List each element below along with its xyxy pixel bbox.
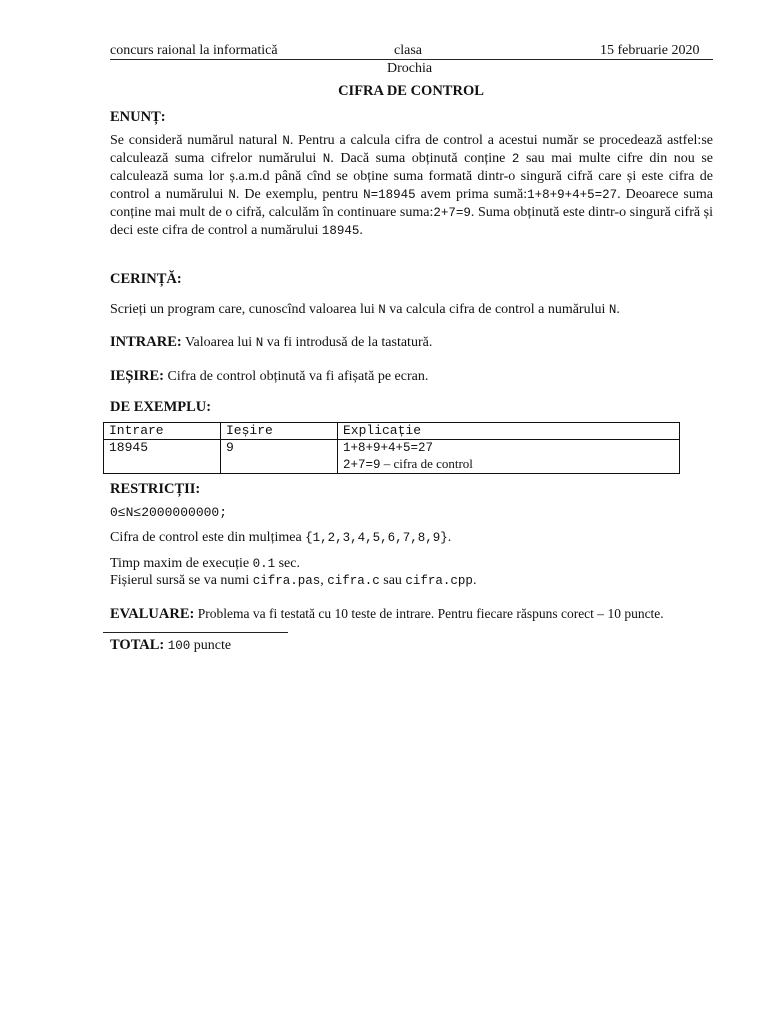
restrictii-heading: RESTRICȚII: — [110, 481, 201, 497]
header-location: Drochia — [387, 61, 433, 76]
table-header-row — [104, 423, 680, 440]
cell-output: 9 — [221, 440, 338, 474]
cerinta-text: Scrieți un program care, cunoscînd valoarea lui N va calcula cifra de control a numărului N. — [110, 302, 620, 317]
footer-divider — [103, 632, 288, 633]
digit-set-line: Cifra de control este din mulțimea {1,2,3,4,5,6,7,8,9}. — [110, 530, 452, 545]
col-intrare: Intrare — [104, 423, 221, 440]
col-iesire: Ieșire — [221, 423, 338, 440]
cerinta-heading: CERINȚĂ: — [110, 271, 182, 287]
source-file-line: Fișierul sursă se va numi cifra.pas, cifra.c sau cifra.cpp. — [110, 573, 477, 588]
time-limit-line: Timp maxim de execuție 0.1 sec. — [110, 556, 300, 571]
evaluare-label: EVALUARE: — [110, 606, 195, 622]
table-row — [104, 440, 680, 474]
enunt-paragraph: Se consideră numărul natural N. Pentru a calcula cifra de control a acestui număr se procedează astfel:se calculează suma cifrelor numărului N. Dacă suma obținută conține 2 sau mai multe cifre din nou se calculează suma lor ș.a.m.d până cînd se obține suma formată dintr-o singură cifră care și este cifra de control a numărului N. De exemplu, pentru N=18945 avem prima sumă:1+8+9+4+5=27. Deoarece suma conține mai mult de o cifră, calculăm în continuare suma:2+7=9. Suma obținută este dintr-o singură cifră și deci este cifra de control a numărului 18945. — [110, 133, 713, 238]
header-contest: concurs raional la informatică — [110, 43, 278, 58]
cell-input: 18945 — [104, 440, 221, 474]
iesire-label: IEȘIRE: — [110, 368, 164, 384]
enunt-heading: ENUNȚ: — [110, 109, 166, 125]
cell-explanation: 1+8+9+4+5=27 2+7=9 – cifra de control — [338, 440, 680, 474]
iesire-line: IEȘIRE: Cifra de control obținută va fi afișată pe ecran. — [110, 368, 429, 384]
exemplu-heading: DE EXEMPLU: — [110, 399, 212, 415]
evaluare-line: EVALUARE: Problema va fi testată cu 10 teste de intrare. Pentru fiecare răspuns corect – 10 puncte. — [110, 606, 664, 622]
problem-title: CIFRA DE CONTROL — [338, 83, 484, 99]
header-divider — [110, 59, 713, 60]
constraint-range: 0≤N≤2000000000; — [110, 505, 228, 520]
header-date: 15 februarie 2020 — [600, 43, 700, 58]
col-explicatie: Explicație — [338, 423, 680, 440]
intrare-line: INTRARE: Valoarea lui N va fi introdusă de la tastatură. — [110, 334, 433, 350]
total-label: TOTAL: — [110, 637, 165, 653]
header-class: clasa — [394, 43, 422, 58]
example-table — [103, 422, 680, 474]
intrare-label: INTRARE: — [110, 334, 182, 350]
total-line: TOTAL: 100 puncte — [110, 637, 232, 653]
